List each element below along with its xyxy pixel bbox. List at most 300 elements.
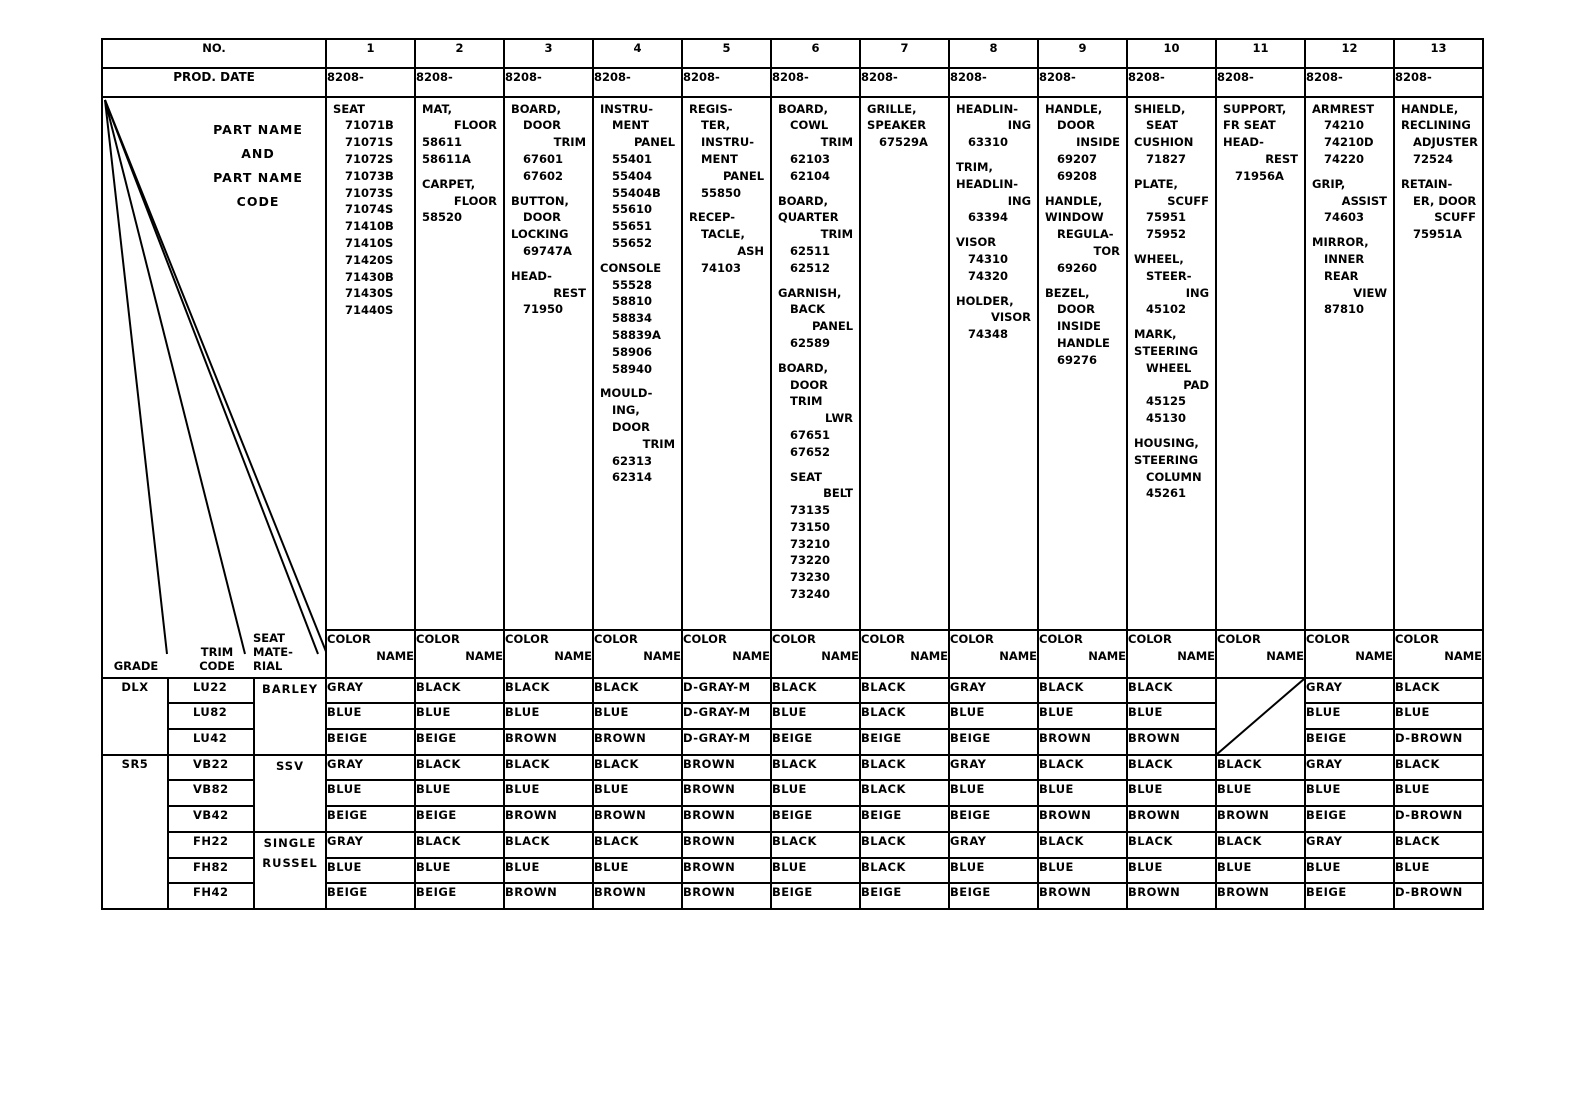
color-label: COLOR bbox=[1217, 632, 1261, 647]
part-name: QUARTER bbox=[778, 210, 839, 225]
part-code: 62104 bbox=[790, 168, 831, 183]
part-name: INSIDE bbox=[1057, 319, 1101, 334]
color-cell: D-BROWN bbox=[1394, 729, 1483, 755]
part-name: DOOR bbox=[523, 118, 561, 133]
part-name: HEADLIN- bbox=[956, 101, 1018, 116]
part-code: 71410S bbox=[345, 235, 394, 250]
part-name: REST bbox=[1265, 151, 1299, 166]
seat-material-label-line: SEAT bbox=[253, 630, 285, 645]
no-label: NO. bbox=[102, 39, 326, 68]
part-name-list bbox=[1223, 101, 1300, 185]
part-code: 71956A bbox=[1235, 168, 1284, 183]
part-code: 67651 bbox=[790, 427, 831, 442]
color-cell: BROWN bbox=[682, 780, 771, 806]
name-label: NAME bbox=[1177, 649, 1216, 664]
part-name: TRIM bbox=[553, 135, 587, 150]
name-label: NAME bbox=[1444, 649, 1483, 664]
color-cell: BEIGE bbox=[949, 806, 1038, 832]
trim-code-cell: FH42 bbox=[168, 883, 254, 909]
color-cell: BEIGE bbox=[326, 806, 415, 832]
part-name: TRIM, bbox=[956, 159, 993, 174]
color-label: COLOR bbox=[594, 632, 638, 647]
name-label: NAME bbox=[910, 649, 949, 664]
color-cell: BLUE bbox=[504, 858, 593, 884]
color-cell: BLUE bbox=[1305, 858, 1394, 884]
part-name: TRIM bbox=[820, 135, 854, 150]
color-cell: GRAY bbox=[949, 755, 1038, 781]
part-name-list bbox=[867, 101, 944, 151]
part-name: BOARD, bbox=[778, 193, 828, 208]
spacer bbox=[1134, 243, 1211, 251]
color-cell: BLACK bbox=[1394, 755, 1483, 781]
color-cell: BLUE bbox=[415, 858, 504, 884]
color-label: COLOR bbox=[1306, 632, 1350, 647]
color-name-header bbox=[326, 630, 415, 677]
prod-date-value: 8208- bbox=[415, 68, 504, 97]
color-label: COLOR bbox=[327, 632, 371, 647]
color-cell: BLUE bbox=[326, 780, 415, 806]
name-label: NAME bbox=[465, 649, 504, 664]
color-cell: BROWN bbox=[682, 883, 771, 909]
color-cell: BLUE bbox=[593, 858, 682, 884]
color-cell: D-GRAY-M bbox=[682, 703, 771, 729]
color-cell: BLUE bbox=[593, 703, 682, 729]
part-names-column-13 bbox=[1394, 97, 1483, 631]
column-number: 10 bbox=[1127, 39, 1216, 68]
seat-material-label bbox=[253, 631, 303, 673]
color-cell: BEIGE bbox=[949, 729, 1038, 755]
part-names-column-5 bbox=[682, 97, 771, 631]
color-cell: BEIGE bbox=[415, 883, 504, 909]
color-cell: BLACK bbox=[860, 703, 949, 729]
color-cell: BLACK bbox=[771, 755, 860, 781]
trim-code-label bbox=[177, 645, 257, 673]
part-code: 74103 bbox=[701, 260, 742, 275]
color-name-header bbox=[504, 630, 593, 677]
part-name: TRIM bbox=[820, 227, 854, 242]
side-header-labels bbox=[103, 630, 327, 677]
part-code: 45125 bbox=[1146, 394, 1187, 409]
part-name: ASH bbox=[737, 243, 765, 258]
name-label: NAME bbox=[376, 649, 415, 664]
color-cell: BLUE bbox=[949, 780, 1038, 806]
column-number: 1 bbox=[326, 39, 415, 68]
color-cell: BLUE bbox=[1038, 858, 1127, 884]
legend-diagonal-cell bbox=[102, 97, 326, 678]
spacer bbox=[511, 260, 588, 268]
part-code: 45261 bbox=[1146, 486, 1187, 501]
part-name: TRIM bbox=[642, 436, 676, 451]
color-cell: BLUE bbox=[415, 780, 504, 806]
prod-date-value: 8208- bbox=[504, 68, 593, 97]
part-code: 74220 bbox=[1324, 151, 1365, 166]
part-code: 69208 bbox=[1057, 168, 1098, 183]
part-name: MIRROR, bbox=[1312, 235, 1369, 250]
part-name: REAR bbox=[1324, 268, 1359, 283]
name-label: NAME bbox=[1355, 649, 1394, 664]
color-cell: BEIGE bbox=[860, 883, 949, 909]
part-code: 69207 bbox=[1057, 151, 1098, 166]
part-name: SEAT bbox=[790, 469, 823, 484]
part-name: HOUSING, bbox=[1134, 435, 1199, 450]
color-cell: BLACK bbox=[1127, 832, 1216, 858]
spacer bbox=[778, 352, 855, 360]
part-code: 67602 bbox=[523, 168, 564, 183]
part-name: ADJUSTER bbox=[1413, 135, 1478, 150]
color-cell: BROWN bbox=[1038, 729, 1127, 755]
color-cell: BROWN bbox=[593, 729, 682, 755]
part-names-column-1 bbox=[326, 97, 415, 631]
part-code: 55850 bbox=[701, 185, 742, 200]
part-code: 71440S bbox=[345, 303, 394, 318]
seat-material-label-line: RIAL bbox=[253, 658, 283, 673]
part-code: 72524 bbox=[1413, 151, 1454, 166]
color-name-header bbox=[593, 630, 682, 677]
part-code: 73230 bbox=[790, 570, 831, 585]
column-number: 13 bbox=[1394, 39, 1483, 68]
legend-line: AND bbox=[241, 145, 275, 161]
color-cell: BEIGE bbox=[1305, 806, 1394, 832]
part-code: 74603 bbox=[1324, 210, 1365, 225]
seat-material-cell: BARLEY bbox=[254, 678, 326, 755]
part-code: 74210D bbox=[1324, 135, 1374, 150]
grade-cell: DLX bbox=[102, 678, 168, 755]
color-cell: BLACK bbox=[415, 832, 504, 858]
color-cell: BROWN bbox=[1216, 883, 1305, 909]
name-label: NAME bbox=[1088, 649, 1127, 664]
color-cell: BLUE bbox=[326, 858, 415, 884]
color-cell: BLUE bbox=[1216, 780, 1305, 806]
part-name: COWL bbox=[790, 118, 829, 133]
part-code: 58906 bbox=[612, 344, 653, 359]
color-cell: GRAY bbox=[1305, 678, 1394, 704]
part-name: BUTTON, bbox=[511, 193, 569, 208]
part-names-row bbox=[102, 97, 1483, 631]
part-name: ING bbox=[1185, 285, 1210, 300]
trim-code-cell: VB82 bbox=[168, 780, 254, 806]
part-name: REGIS- bbox=[689, 101, 733, 116]
color-cell: BLACK bbox=[504, 832, 593, 858]
part-name: MENT bbox=[701, 151, 738, 166]
color-cell: BLACK bbox=[504, 755, 593, 781]
table-row bbox=[102, 755, 1483, 781]
color-cell: BLACK bbox=[1127, 755, 1216, 781]
color-cell: BLUE bbox=[504, 780, 593, 806]
part-code: 55652 bbox=[612, 235, 653, 250]
color-cell: BLUE bbox=[1127, 858, 1216, 884]
color-cell: BROWN bbox=[504, 806, 593, 832]
color-cell: BLACK bbox=[415, 678, 504, 704]
part-name: PANEL bbox=[633, 135, 676, 150]
color-cell: BEIGE bbox=[415, 729, 504, 755]
color-cell: BLACK bbox=[504, 678, 593, 704]
part-names-column-9 bbox=[1038, 97, 1127, 631]
color-cell: BLACK bbox=[1127, 678, 1216, 704]
part-name: SPEAKER bbox=[867, 118, 927, 133]
color-label: COLOR bbox=[1039, 632, 1083, 647]
color-name-header bbox=[1305, 630, 1394, 677]
part-code: 71073B bbox=[345, 168, 394, 183]
part-code: 71420S bbox=[345, 252, 394, 267]
part-code: 58520 bbox=[422, 210, 463, 225]
part-code: 73210 bbox=[790, 536, 831, 551]
part-code: 71071B bbox=[345, 118, 394, 133]
color-label: COLOR bbox=[1395, 632, 1439, 647]
part-code: 62589 bbox=[790, 335, 831, 350]
color-cell: BEIGE bbox=[1305, 883, 1394, 909]
spacer bbox=[422, 168, 499, 176]
spacer bbox=[1401, 168, 1478, 176]
color-cell: GRAY bbox=[326, 755, 415, 781]
color-cell: BLUE bbox=[771, 858, 860, 884]
grade-cell: SR5 bbox=[102, 755, 168, 909]
legend-line: PART NAME bbox=[213, 121, 303, 137]
trim-code-cell: LU42 bbox=[168, 729, 254, 755]
part-name: HANDLE bbox=[1057, 335, 1110, 350]
spacer bbox=[1045, 185, 1122, 193]
part-code: 62313 bbox=[612, 453, 653, 468]
color-cell: BLUE bbox=[949, 858, 1038, 884]
part-name: CARPET, bbox=[422, 176, 476, 191]
color-cell: BEIGE bbox=[949, 883, 1038, 909]
column-number: 11 bbox=[1216, 39, 1305, 68]
column-number: 6 bbox=[771, 39, 860, 68]
part-name: PLATE, bbox=[1134, 176, 1178, 191]
part-name: HEAD- bbox=[1223, 135, 1264, 150]
trim-code-cell: LU82 bbox=[168, 703, 254, 729]
part-name: ARMREST bbox=[1312, 101, 1375, 116]
color-cell: D-GRAY-M bbox=[682, 678, 771, 704]
color-cell: BLACK bbox=[1038, 678, 1127, 704]
part-name: ER, DOOR bbox=[1413, 193, 1477, 208]
color-cell: BLUE bbox=[326, 703, 415, 729]
part-name: INSTRU- bbox=[600, 101, 654, 116]
color-cell: D-BROWN bbox=[1394, 806, 1483, 832]
color-cell: BLACK bbox=[860, 780, 949, 806]
color-cell: BROWN bbox=[593, 806, 682, 832]
color-cell: BEIGE bbox=[860, 729, 949, 755]
part-code: 71073S bbox=[345, 185, 394, 200]
trim-code-cell: LU22 bbox=[168, 678, 254, 704]
color-cell: BROWN bbox=[682, 832, 771, 858]
color-cell: BLACK bbox=[593, 832, 682, 858]
table-row bbox=[102, 832, 1483, 858]
part-names-column-10 bbox=[1127, 97, 1216, 631]
grade-label: GRADE bbox=[113, 658, 159, 673]
part-name: TRIM bbox=[790, 394, 823, 409]
part-code: 71071S bbox=[345, 135, 394, 150]
spacer bbox=[600, 252, 677, 260]
part-name: LOCKING bbox=[511, 227, 569, 242]
part-name: HEAD- bbox=[511, 268, 552, 283]
prod-date-value: 8208- bbox=[949, 68, 1038, 97]
seat-material-label-line: MATE- bbox=[253, 644, 293, 659]
part-code: 74320 bbox=[968, 268, 1009, 283]
color-cell: BEIGE bbox=[326, 883, 415, 909]
column-number: 3 bbox=[504, 39, 593, 68]
not-applicable-cell bbox=[1216, 678, 1305, 755]
part-name: HANDLE, bbox=[1045, 101, 1103, 116]
color-label: COLOR bbox=[950, 632, 994, 647]
color-cell: BLACK bbox=[1038, 832, 1127, 858]
color-cell: BEIGE bbox=[326, 729, 415, 755]
part-code: 55404B bbox=[612, 185, 661, 200]
seat-material-cell: SINGLE RUSSEL bbox=[254, 832, 326, 909]
column-number: 2 bbox=[415, 39, 504, 68]
color-cell: BROWN bbox=[1127, 806, 1216, 832]
part-name: ING, bbox=[612, 403, 640, 418]
part-code: 55404 bbox=[612, 168, 653, 183]
prod-date-label: PROD. DATE bbox=[102, 68, 326, 97]
color-cell: BLUE bbox=[1127, 780, 1216, 806]
trim-code-cell: VB22 bbox=[168, 755, 254, 781]
part-name: REST bbox=[553, 285, 587, 300]
part-name-list bbox=[511, 101, 588, 319]
table-row bbox=[102, 678, 1483, 704]
part-name: BOARD, bbox=[778, 101, 828, 116]
part-name: REGULA- bbox=[1057, 227, 1114, 242]
part-name-list bbox=[689, 101, 766, 277]
part-name: WHEEL, bbox=[1134, 251, 1184, 266]
color-label: COLOR bbox=[1128, 632, 1172, 647]
part-name: RECEP- bbox=[689, 210, 736, 225]
color-cell: BLACK bbox=[415, 755, 504, 781]
part-name: DOOR bbox=[523, 210, 561, 225]
column-number: 5 bbox=[682, 39, 771, 68]
part-name: RECLINING bbox=[1401, 118, 1471, 133]
color-cell: BEIGE bbox=[771, 883, 860, 909]
part-code: 74210 bbox=[1324, 118, 1365, 133]
color-cell: BLACK bbox=[593, 678, 682, 704]
part-code: 62314 bbox=[612, 470, 653, 485]
part-names-column-3 bbox=[504, 97, 593, 631]
part-name: GRILLE, bbox=[867, 101, 917, 116]
legend-line: CODE bbox=[236, 193, 280, 209]
part-name-list bbox=[956, 101, 1033, 343]
part-code: 62512 bbox=[790, 260, 831, 275]
part-name: STEER- bbox=[1146, 268, 1192, 283]
part-name: CONSOLE bbox=[600, 260, 662, 275]
part-code: 55651 bbox=[612, 219, 653, 234]
prod-date-value: 8208- bbox=[1394, 68, 1483, 97]
color-cell: BROWN bbox=[504, 883, 593, 909]
color-cell: GRAY bbox=[326, 678, 415, 704]
part-code: 55401 bbox=[612, 151, 653, 166]
name-label: NAME bbox=[999, 649, 1038, 664]
color-label: COLOR bbox=[861, 632, 905, 647]
part-name: GRIP, bbox=[1312, 176, 1346, 191]
part-name: WINDOW bbox=[1045, 210, 1104, 225]
column-number: 4 bbox=[593, 39, 682, 68]
part-code: 63310 bbox=[968, 135, 1009, 150]
part-name: INNER bbox=[1324, 251, 1365, 266]
part-name: TER, bbox=[701, 118, 731, 133]
part-name: SHIELD, bbox=[1134, 101, 1186, 116]
part-names-column-4 bbox=[593, 97, 682, 631]
diagonal-slash-icon bbox=[1217, 679, 1304, 754]
legend-line: PART NAME bbox=[213, 169, 303, 185]
color-name-header bbox=[949, 630, 1038, 677]
color-cell: BROWN bbox=[593, 883, 682, 909]
color-name-header bbox=[415, 630, 504, 677]
part-names-column-8 bbox=[949, 97, 1038, 631]
part-names-column-11 bbox=[1216, 97, 1305, 631]
color-cell: BLACK bbox=[860, 678, 949, 704]
part-names-column-2 bbox=[415, 97, 504, 631]
color-cell: BLUE bbox=[593, 780, 682, 806]
part-name: SEAT bbox=[1146, 118, 1179, 133]
prod-date-value: 8208- bbox=[1038, 68, 1127, 97]
part-code: 63394 bbox=[968, 210, 1009, 225]
seat-material-cell: SSV bbox=[254, 755, 326, 832]
part-code: 74348 bbox=[968, 327, 1009, 342]
color-cell: BEIGE bbox=[771, 729, 860, 755]
spacer bbox=[1312, 168, 1389, 176]
part-name: LWR bbox=[825, 411, 854, 426]
part-name: INSTRU- bbox=[701, 135, 755, 150]
part-code: 58839A bbox=[612, 327, 661, 342]
part-name: CUSHION bbox=[1134, 135, 1194, 150]
name-label: NAME bbox=[554, 649, 593, 664]
spacer bbox=[956, 285, 1033, 293]
part-code: 69276 bbox=[1057, 352, 1098, 367]
color-cell: BLUE bbox=[1305, 703, 1394, 729]
color-cell: D-GRAY-M bbox=[682, 729, 771, 755]
part-code: 58834 bbox=[612, 311, 653, 326]
part-name: FLOOR bbox=[453, 118, 498, 133]
color-cell: BROWN bbox=[1127, 729, 1216, 755]
spacer bbox=[689, 201, 766, 209]
part-code: 71074S bbox=[345, 202, 394, 217]
part-name: SUPPORT, bbox=[1223, 101, 1287, 116]
color-cell: BEIGE bbox=[415, 806, 504, 832]
color-cell: D-BROWN bbox=[1394, 883, 1483, 909]
color-cell: GRAY bbox=[1305, 755, 1394, 781]
part-name: COLUMN bbox=[1146, 469, 1202, 484]
prod-date-value: 8208- bbox=[593, 68, 682, 97]
color-cell: BLACK bbox=[1394, 678, 1483, 704]
part-name: INSIDE bbox=[1076, 135, 1121, 150]
color-name-header bbox=[1038, 630, 1127, 677]
part-name: BELT bbox=[823, 486, 854, 501]
color-cell: BLUE bbox=[771, 780, 860, 806]
part-code: 75952 bbox=[1146, 227, 1187, 242]
part-code: 73135 bbox=[790, 503, 831, 518]
color-cell: GRAY bbox=[1305, 832, 1394, 858]
part-code: 58611 bbox=[422, 135, 463, 150]
part-name: MENT bbox=[612, 118, 649, 133]
part-names-column-6 bbox=[771, 97, 860, 631]
spacer bbox=[511, 185, 588, 193]
color-cell: BLUE bbox=[1394, 780, 1483, 806]
trim-code-cell: VB42 bbox=[168, 806, 254, 832]
part-name: TACLE, bbox=[701, 227, 745, 242]
column-number: 9 bbox=[1038, 39, 1127, 68]
part-name-list bbox=[422, 101, 499, 227]
part-name: BOARD, bbox=[778, 360, 828, 375]
color-cell: BLUE bbox=[1394, 703, 1483, 729]
part-name: VIEW bbox=[1353, 285, 1388, 300]
part-name: SCUFF bbox=[1434, 210, 1477, 225]
part-name: BEZEL, bbox=[1045, 285, 1090, 300]
part-name: TOR bbox=[1093, 243, 1121, 258]
parts-color-table bbox=[101, 38, 1484, 910]
color-cell: BLACK bbox=[771, 832, 860, 858]
part-name: PANEL bbox=[811, 319, 854, 334]
prod-date-row bbox=[102, 68, 1483, 97]
color-cell: BROWN bbox=[1038, 883, 1127, 909]
part-code: 71950 bbox=[523, 302, 564, 317]
